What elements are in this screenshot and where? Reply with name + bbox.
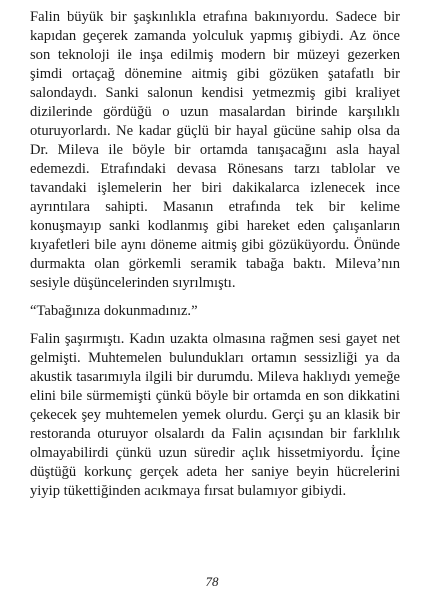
page-number: 78: [205, 574, 219, 589]
body-text: [30, 8, 400, 501]
paragraph-2-dialogue: “Tabağınıza dokunmadınız.”: [30, 303, 198, 319]
paragraph-1: Falin büyük bir şaşkınlıkla etrafına bakınıyordu. Sadece bir kapıdan geçerek zamanda yolculuk yapmış gibiydi. Az önce son teknoloji ile inşa edilmiş modern bir müzeyi gezerken şimdi ortaçağ dönemine aitmiş gibi gözüken şatafatlı bir salondaydı. Sanki salonun kendisi yetmezmiş gibi kraliyet dizilerinde gördüğü o uzun masalardan birinde karşılıklı oturuyorlardı. Ne kadar güçlü bir hayal gücüne sahip olsa da Dr. Mileva ile böyle bir ortamda tanışacağını asla hayal edemezdi. Etrafındaki devasa Rönesans tarzı tablolar ve tavandaki işlemelerin her biri dakikalarca izlenecek ince ayrıntılara sahipti. Masanın etrafında tek bir kelime konuşmayıp sanki kodlanmış gibi hareket eden çalışanların kıyafetleri bile aynı döneme aitmiş gibi gözüküyordu. Önünde durmakta olan görkemli seramik tabağa baktı. Mileva’nın sesiyle düşüncelerinden sıyrılmıştı.: [30, 9, 400, 291]
paragraph-3: Falin şaşırmıştı. Kadın uzakta olmasına rağmen sesi gayet net gelmişti. Muhtemelen bulundukları ortamın sessizliği ya da akustik tasarımıyla ilgili bir durumdu. Mileva haklıydı yemeğe elini bile sürmemişti çünkü böyle bir ortamda en son dikkatini çekecek şey muhtemelen yemek olurdu. Gerçi şu an klasik bir restoranda oturuyor olsalardı da Falin açısından bir farklılık olmayabilirdi çünkü uzun süredir açlık hissetmiyordu. İçine düştüğü korkunç gerçek adeta her saniye beyin hücrelerini yiyip tükettiğinden acıkmaya fırsat bulamıyor gibiydi.: [30, 331, 400, 499]
